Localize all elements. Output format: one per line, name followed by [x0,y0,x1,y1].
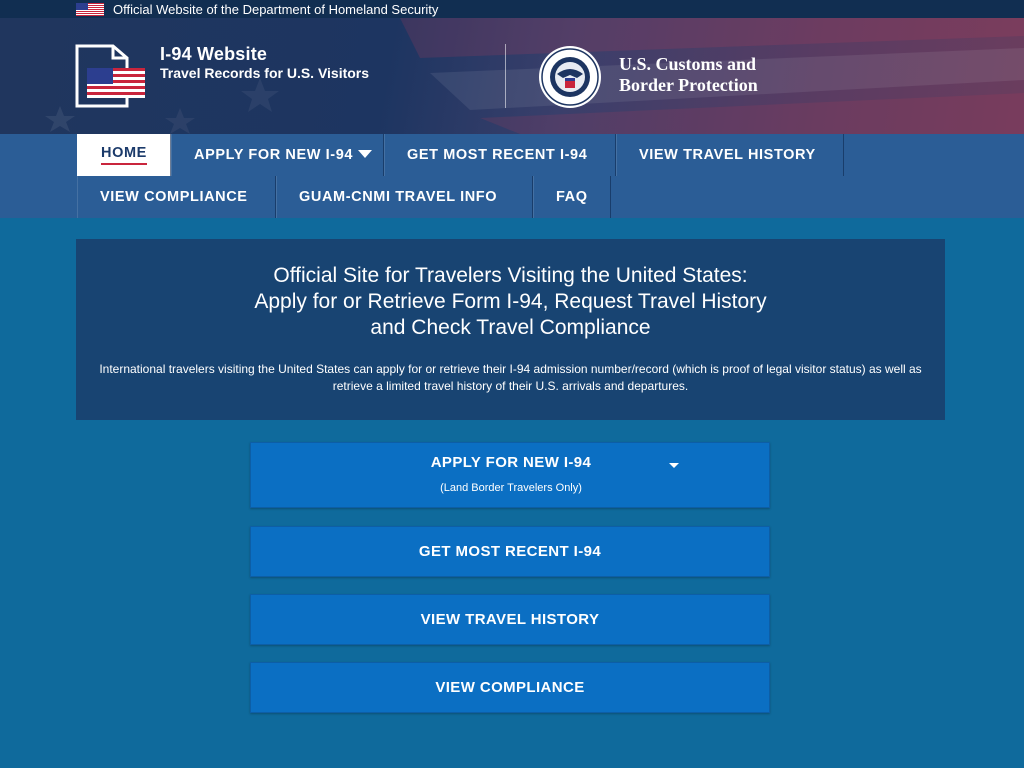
site-header [0,18,1024,134]
nav-home[interactable] [77,134,171,176]
nav-compliance-label: VIEW COMPLIANCE [100,189,248,205]
official-site-text: Official Website of the Department of Homeland Security [113,1,439,17]
nav-faq[interactable] [533,176,611,218]
us-flag-icon [76,3,104,16]
apply-button-sublabel: (Land Border Travelers Only) [440,482,582,494]
nav-get-most-recent-i94[interactable] [384,134,616,176]
chevron-down-icon [358,150,372,158]
caret-down-icon [669,463,679,468]
view-compliance-button[interactable]: VIEW COMPLIANCE [250,662,770,713]
flag-background-graphic [0,18,1024,134]
site-title[interactable]: I-94 Website [160,44,268,64]
intro-heading-line2: Apply for or Retrieve Form I-94, Request Travel History [254,290,767,313]
main-nav [0,134,1024,218]
view-travel-history-button[interactable]: VIEW TRAVEL HISTORY [250,594,770,645]
nav-guam-label: GUAM-CNMI TRAVEL INFO [299,189,498,205]
agency-name[interactable] [619,54,758,96]
site-subtitle: Travel Records for U.S. Visitors [160,65,370,81]
i94-document-flag-icon [75,44,149,108]
intro-heading-line1: Official Site for Travelers Visiting the United States: [273,264,748,287]
get-most-recent-i94-button[interactable]: GET MOST RECENT I-94 [250,526,770,577]
agency-name-line2: Border Protection [619,75,758,95]
nav-apply-new-i94[interactable] [171,134,384,176]
nav-apply-label: APPLY FOR NEW I-94 [194,147,354,163]
apply-button-label: APPLY FOR NEW I-94 [430,454,592,471]
nav-guam-cnmi-travel-info[interactable] [276,176,533,218]
dhs-seal-icon[interactable] [535,44,605,110]
intro-heading [76,263,945,341]
nav-view-travel-history[interactable] [616,134,844,176]
apply-new-i94-button[interactable] [250,442,770,508]
agency-name-line1: U.S. Customs and [619,54,757,74]
nav-recent-label: GET MOST RECENT I-94 [407,147,588,163]
nav-faq-label: FAQ [556,189,588,205]
intro-heading-line3: and Check Travel Compliance [370,316,651,339]
intro-description: International travelers visiting the United States can apply for or retrieve their I-94 admission number/record (which is proof of legal visitor status) as well as retrieve a limited travel history of their U.S. arrivals and departures. [99,362,922,393]
nav-view-compliance[interactable] [77,176,276,218]
nav-home-label: HOME [101,145,147,165]
header-divider [505,44,506,108]
official-site-banner [0,0,1024,18]
nav-history-label: VIEW TRAVEL HISTORY [639,147,816,163]
intro-panel [76,239,945,420]
